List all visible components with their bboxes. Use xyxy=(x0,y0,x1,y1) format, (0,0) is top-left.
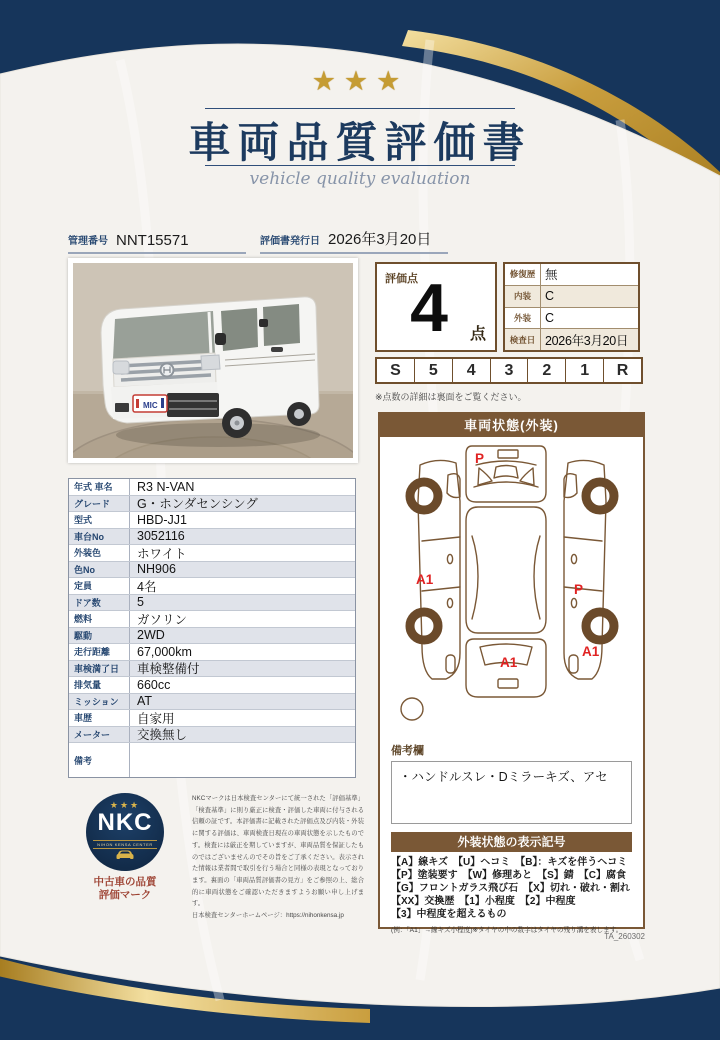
issue-date-label: 評価書発行日 xyxy=(260,236,320,247)
table-row: 車歴 自家用 xyxy=(69,710,355,727)
wheel-front-right xyxy=(586,482,614,510)
condition-title-bar: 車両状態(外装) xyxy=(380,414,643,437)
damage-mark-left-side: A1 xyxy=(415,572,433,587)
header-stars: ★★★ xyxy=(311,66,409,96)
table-row: 駆動 2WD xyxy=(69,628,355,645)
table-row: 排気量 660cc xyxy=(69,677,355,694)
legend-line: 【P】塗装要す 【W】修理あと 【S】錆 【C】腐食 xyxy=(391,869,626,881)
score-value: 4 xyxy=(410,270,448,346)
car-icon xyxy=(86,847,164,865)
wheel-rear-left xyxy=(410,612,438,640)
issue-date-field xyxy=(260,228,448,254)
legend-line: 【A】線キズ 【U】ヘコミ 【B】：キズを伴うヘコミ xyxy=(391,857,628,868)
table-row: メーター 交換無し xyxy=(69,727,355,744)
management-number-field xyxy=(68,228,246,254)
header-divider-bottom xyxy=(205,165,515,166)
legend-line: 【G】フロントガラス飛び石 【X】切れ・破れ・割れ xyxy=(391,882,630,894)
nkc-caption: 中古車の品質 評価マーク xyxy=(93,876,157,901)
summary-row: 検査日 2026年3月20日 xyxy=(505,329,638,350)
nkc-logo-text: NKC xyxy=(97,809,153,836)
table-row: 定員 4名 xyxy=(69,578,355,595)
evaluation-score-box xyxy=(375,262,497,352)
scale-cell: 2 xyxy=(528,359,566,382)
table-row: 車検満了日 車検整備付 xyxy=(69,661,355,678)
damage-mark-rear-right: A1 xyxy=(581,644,599,659)
table-row: 型式 HBD-JJ1 xyxy=(69,512,355,529)
table-row: 年式 車名 R3 N-VAN xyxy=(69,479,355,496)
table-row: グレード G・ホンダセンシング xyxy=(69,496,355,513)
damage-mark-right-side: P xyxy=(573,582,583,597)
legend-line: 【XX】交換歴 【1】小程度 【2】中程度 xyxy=(391,895,576,907)
legend-title-bar: 外装状態の表示記号 xyxy=(391,832,632,852)
remarks-label: 備考欄 xyxy=(391,745,424,757)
inspection-summary-box xyxy=(503,262,640,352)
legend-note: (例：「A1」→線キズ小程度)※タイヤの中の数字はタイヤの残り溝を表します。 xyxy=(391,926,623,934)
scale-cell: 4 xyxy=(453,359,491,382)
table-row-remarks: 備考 xyxy=(69,743,355,777)
table-row: 燃料 ガソリン xyxy=(69,611,355,628)
nkc-homepage: 日本検査センターホームページ：https://nihonkensa.jp xyxy=(192,912,344,920)
summary-row: 内装 C xyxy=(505,286,638,308)
score-scale xyxy=(375,357,643,384)
damage-mark-front: P xyxy=(474,451,484,466)
summary-row: 外装 C xyxy=(505,308,638,330)
page-title: 車両品質評価書 xyxy=(188,118,532,167)
scale-cell: 3 xyxy=(491,359,529,382)
management-number-value: NNT15571 xyxy=(116,232,189,249)
nkc-mark-block xyxy=(68,793,182,902)
remarks-box: ・ハンドルスレ・Dミラーキズ、アセ xyxy=(391,761,632,824)
scale-cell: 1 xyxy=(566,359,604,382)
legend-line: 【3】中程度を超えるもの xyxy=(391,908,507,920)
meta-row xyxy=(68,228,448,254)
vehicle-spec-table xyxy=(68,478,356,778)
management-number-label: 管理番号 xyxy=(68,236,108,247)
score-unit: 点 xyxy=(469,326,486,343)
scale-cell: S xyxy=(377,359,415,382)
issue-date-value: 2026年3月20日 xyxy=(328,231,432,248)
damage-mark-rear-center: A1 xyxy=(499,655,517,670)
table-row: 車台No 3052116 xyxy=(69,529,355,546)
table-row: 走行距離 67,000km xyxy=(69,644,355,661)
wheel-rear-right xyxy=(586,612,614,640)
score-label: 評価点 xyxy=(385,273,418,285)
nkc-logo-stars: ★★★ xyxy=(109,800,141,810)
car-condition-diagram xyxy=(392,441,632,741)
scale-cell: R xyxy=(616,361,629,379)
nkc-logo-subtext: NIHON KENSA CENTER xyxy=(93,840,157,849)
license-plate-text: MIC xyxy=(143,401,158,410)
legend-list xyxy=(391,857,632,922)
vehicle-photo xyxy=(68,258,358,463)
exterior-condition-card xyxy=(378,412,645,934)
table-row: 外装色 ホワイト xyxy=(69,545,355,562)
scale-note: ※点数の詳細は裏面をご覧ください。 xyxy=(375,392,527,402)
table-row: 色No NH906 xyxy=(69,562,355,579)
document-code: TA_260302 xyxy=(604,932,645,941)
vehicle-photo-image xyxy=(73,263,353,458)
table-row: ドア数 5 xyxy=(69,595,355,612)
page-subtitle: vehicle quality evaluation xyxy=(249,169,471,189)
nkc-logo xyxy=(86,793,164,871)
wheel-front-left xyxy=(410,482,438,510)
header-divider-top xyxy=(205,108,515,109)
table-row: ミッション AT xyxy=(69,694,355,711)
summary-row: 修復歴 無 xyxy=(505,264,638,286)
scale-cell: 5 xyxy=(415,359,453,382)
nkc-description: NKCマークは日本検査センターにて統一された「評価基準」「検査基準」に則り厳正に検査・評価した車両に付与される信頼の証です。本評価書に記載された評価点及び内装・外装に関する評価は、車両検査日現在の車両状態を示したものです。検査には厳正を期していますが、車両品質を保証したものではございませんのでその旨をご了承ください。表示された情報は業者間で取引を行う場合と同様の表現となっております。裏面の「車両品質評価書の見方」をご参照の上、総合的に車両状態をご確認いただきますようお願い申し上げます。 日本検査センターホームページ：https://nihonkensa.jp xyxy=(192,793,364,922)
